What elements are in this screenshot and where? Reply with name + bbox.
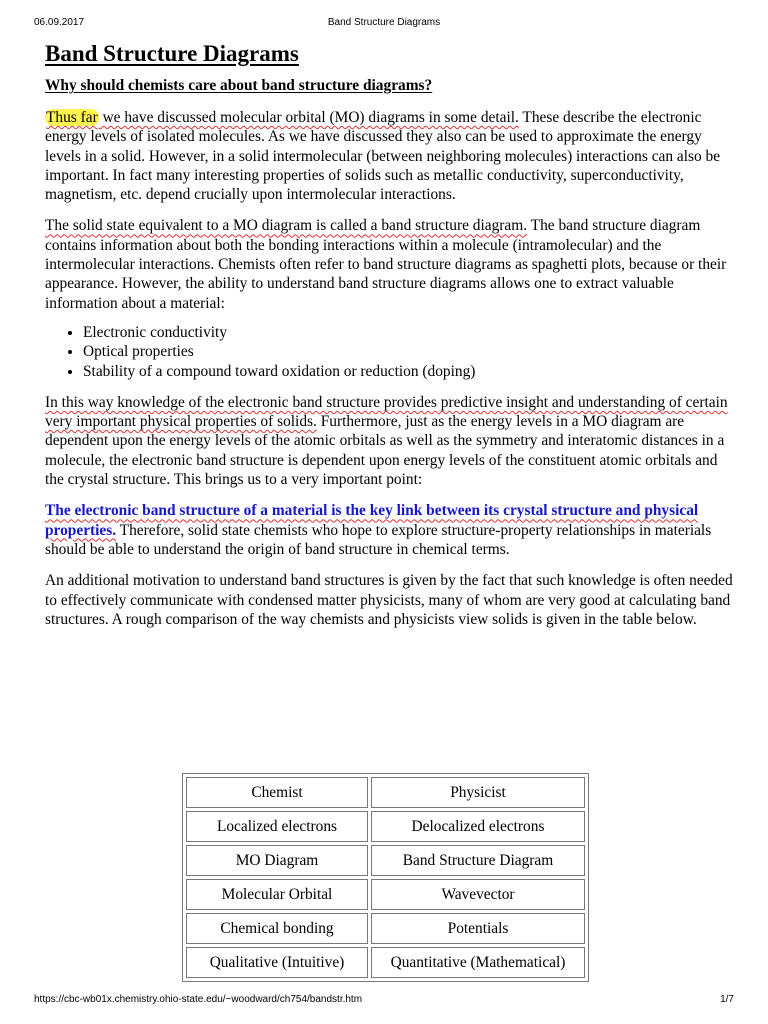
paragraph-band-structure (45, 216, 735, 312)
document-body (45, 40, 735, 641)
table-row (186, 947, 585, 978)
table-cell: Quantitative (Mathematical) (371, 947, 585, 978)
print-url: https://cbc-wb01x.chemistry.ohio-state.edu/~woodward/ch754/bandstr.htm (34, 994, 363, 1005)
table-cell: Wavevector (371, 879, 585, 910)
section-question: Why should chemists care about band structure diagrams? (45, 77, 433, 94)
table-cell: MO Diagram (186, 845, 368, 876)
paragraph-key-point (45, 501, 735, 559)
print-page-title: Band Structure Diagrams (327, 17, 441, 28)
spellcheck-text: we have discussed molecular orbital (MO) diagrams in some detail. (98, 109, 519, 126)
table-cell: Physicist (371, 777, 585, 808)
table-row (186, 845, 585, 876)
table-row (186, 811, 585, 842)
paragraph-text: Furthermore, just as the energy levels in a MO diagram are dependent upon the energy levels of the atomic orbitals as well as the symmetry and interatomic distances in a molecule, the electronic band structure is dependent upon energy levels of the constituent atomic orbitals and the crystal structure. This brings us to a very important point: (45, 413, 725, 489)
spellcheck-text: In this way knowledge of the electronic band structure provides predictive insight and understanding of certain very important physical properties of solids. (45, 393, 728, 431)
page-title: Band Structure Diagrams (45, 41, 299, 66)
paragraph-predictive (45, 393, 735, 489)
key-statement: The electronic band structure of a material is the key link between its crystal structure and physical properties. (45, 502, 699, 539)
print-date: 06.09.2017 (34, 17, 85, 28)
paragraph-motivation: An additional motivation to understand band structures is given by the fact that such knowledge is often needed to effectively communicate with condensed matter physicists, many of whom are very good at calculating band structures. A rough comparison of the way chemists and physicists view solids is given in the table below. (45, 572, 733, 628)
list-item: • Electronic conductivity (83, 323, 735, 342)
list-item: • Stability of a compound toward oxidation or reduction (doping) (83, 362, 735, 381)
table-row (186, 879, 585, 910)
property-list (45, 323, 735, 381)
paragraph-text: Therefore, solid state chemists who hope to explore structure-property relationships in materials should be able to understand the origin of band structure in chemical terms. (45, 521, 712, 558)
table-cell: Molecular Orbital (186, 879, 368, 910)
table-row (186, 777, 585, 808)
list-item: • Optical properties (83, 342, 735, 361)
table-cell: Localized electrons (186, 811, 368, 842)
paragraph-intro (45, 108, 735, 204)
paragraph-text: These describe the electronic energy levels of isolated molecules. As we have discussed they also can be used to approximate the energy levels in a solid. However, in a solid intermolecular (between neighboring molecules) interactions can also be important. In fact many interesting properties of solids such as metallic conductivity, superconductivity, magnetism, etc. depend crucially upon intermolecular interactions. (45, 109, 721, 204)
table-cell: Potentials (371, 913, 585, 944)
comparison-table (182, 773, 589, 982)
page-number: 1/7 (720, 994, 734, 1005)
table-row (186, 913, 585, 944)
print-footer (34, 994, 734, 1008)
table-cell: Chemist (186, 777, 368, 808)
table-cell: Qualitative (Intuitive) (186, 947, 368, 978)
paragraph-text: The band structure diagram contains information about both the bonding interactions within a molecule (intramolecular) and the intermolecular interactions. Chemists often refer to band structure diagrams as spaghetti plots, because or their appearance. However, the ability to understand band structure diagrams allows one to extract valuable information about a material: (45, 217, 727, 312)
highlighted-text: Thus far (46, 109, 98, 126)
table-cell: Delocalized electrons (371, 811, 585, 842)
table-cell: Chemical bonding (186, 913, 368, 944)
spellcheck-text: The solid state equivalent to a MO diagram is called a band structure diagram. (45, 217, 528, 235)
print-header (34, 17, 734, 31)
table-cell: Band Structure Diagram (371, 845, 585, 876)
